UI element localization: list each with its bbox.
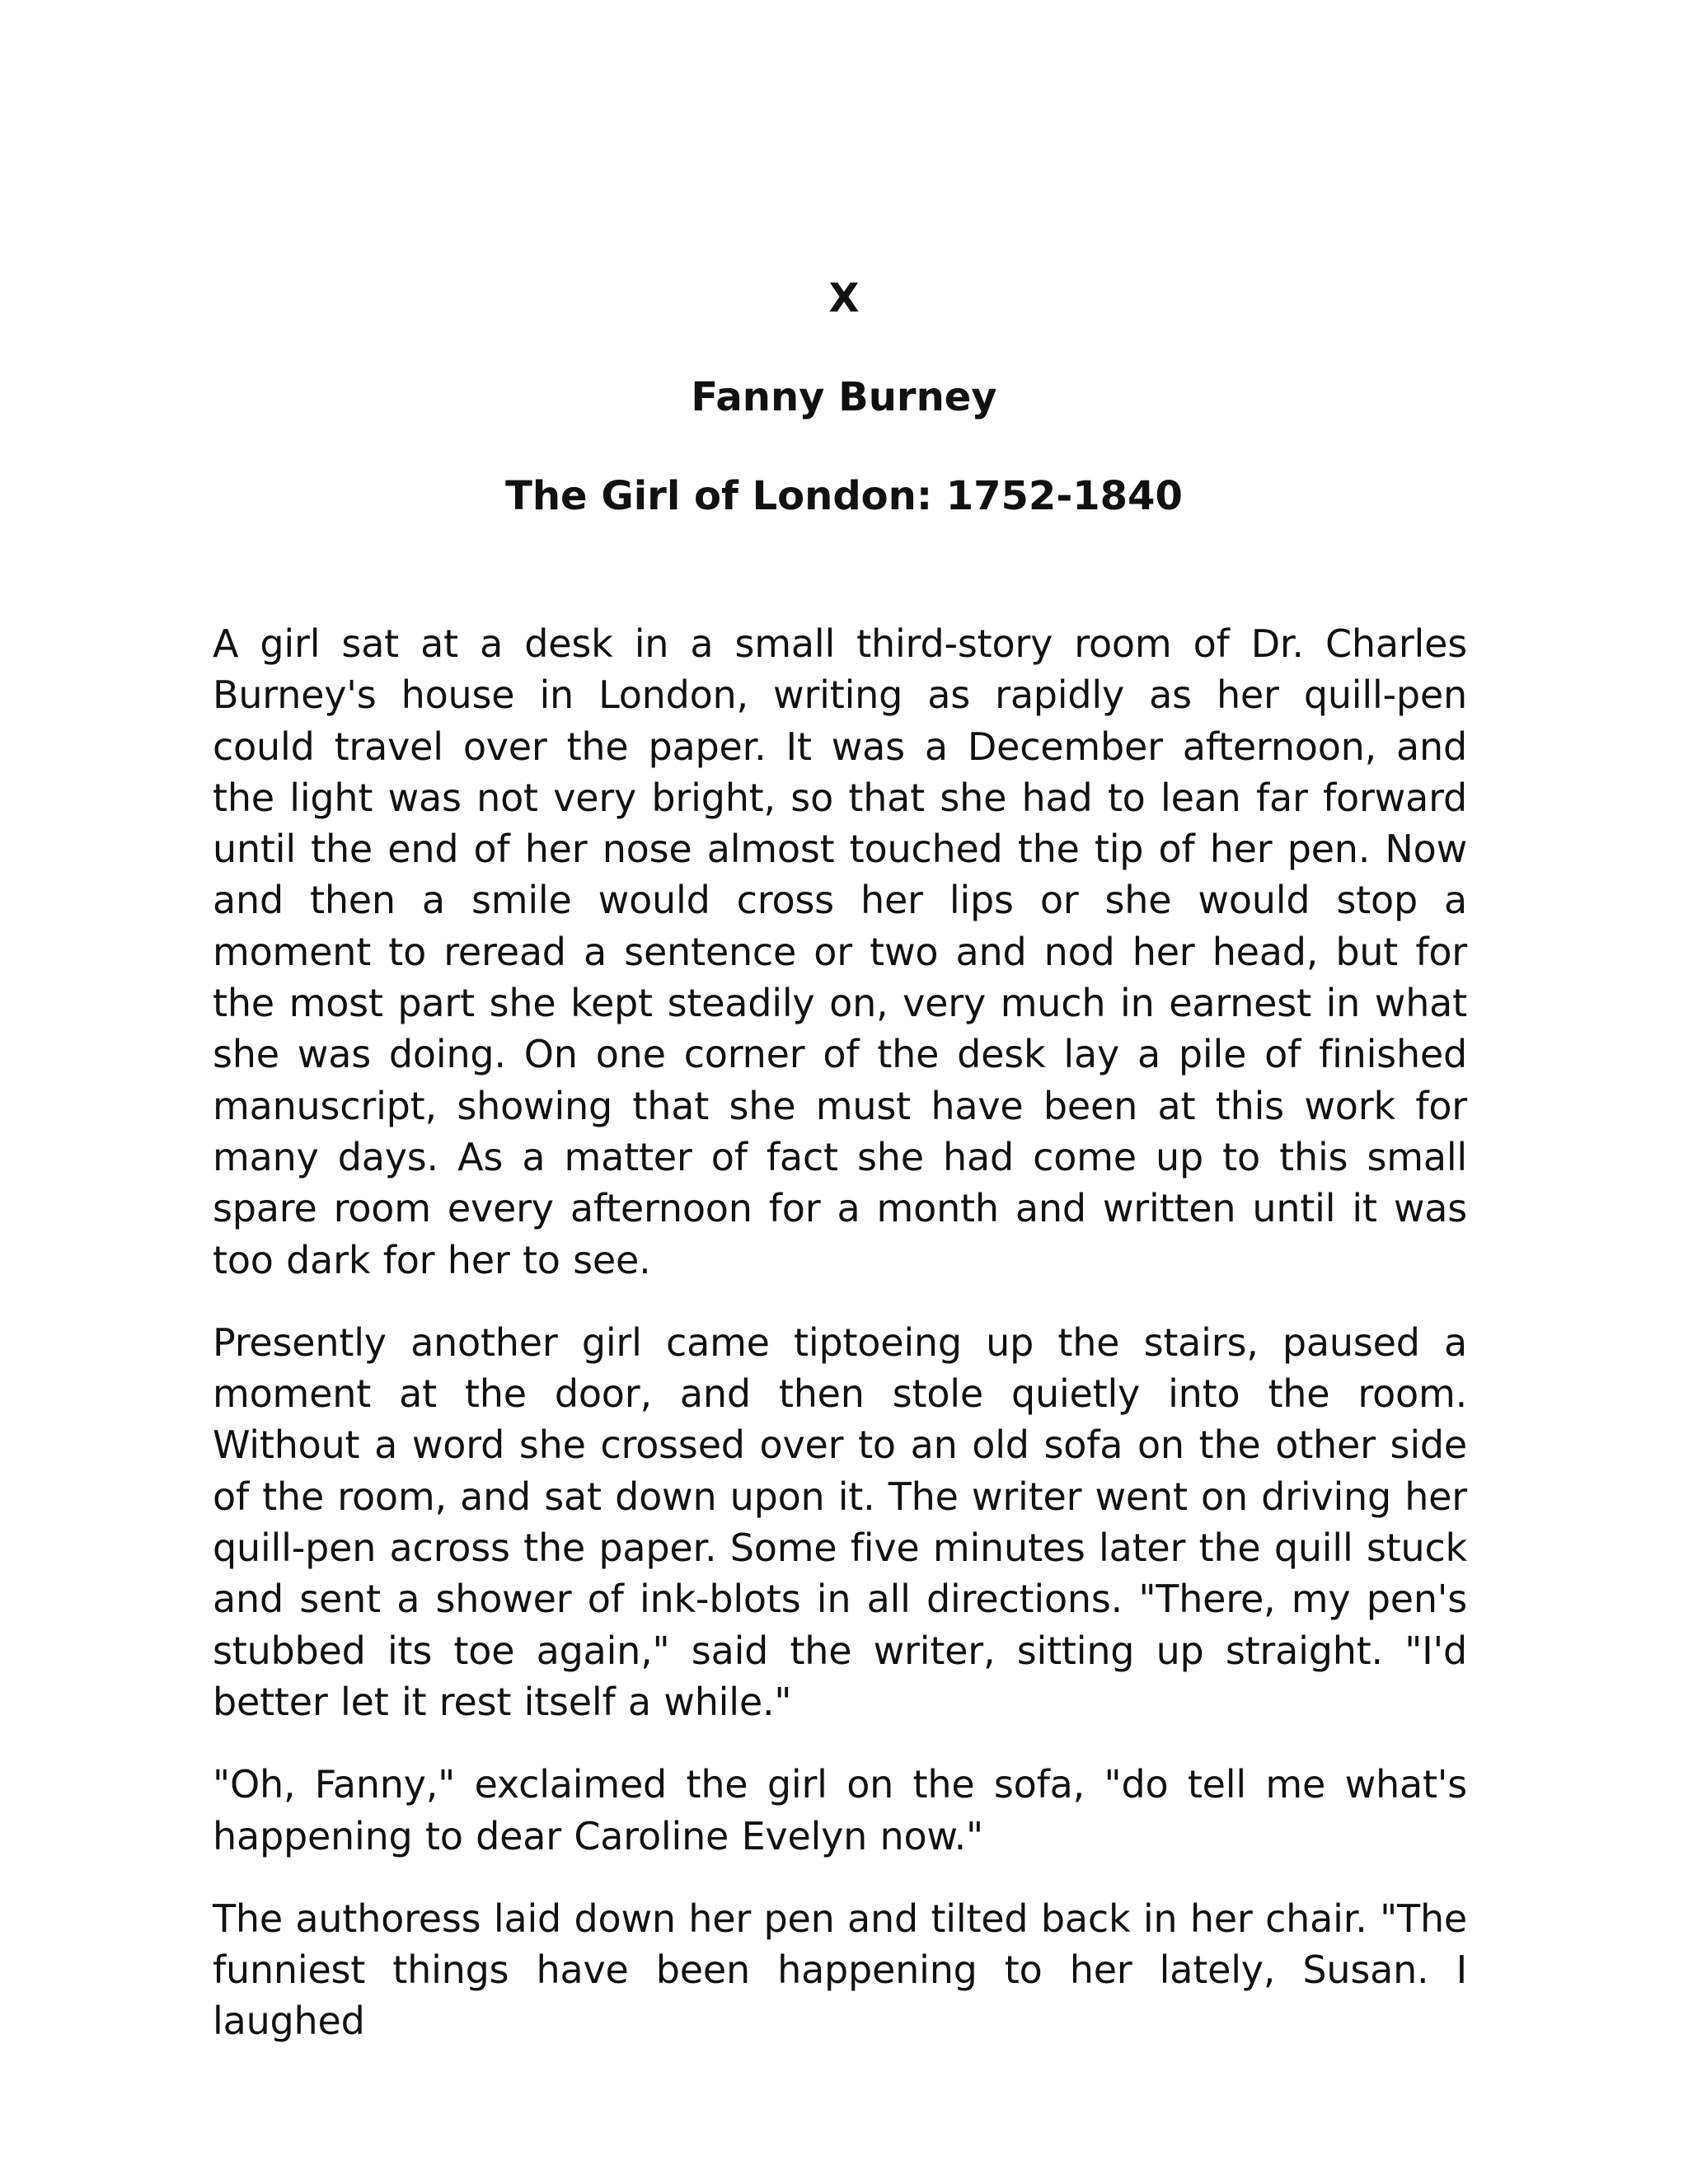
chapter-subtitle: The Girl of London: 1752-1840 xyxy=(505,473,1183,519)
body-text xyxy=(213,618,1467,2079)
paragraph: The authoress laid down her pen and tilted back in her chair. "The funniest things have been happening to her lately, Susan. I laughed xyxy=(213,1896,1467,2044)
chapter-title: Fanny Burney xyxy=(691,374,997,420)
paragraph: A girl sat at a desk in a small third-story room of Dr. Charles Burney's house in London, writing as rapidly as her quill-pen could travel over the paper. It was a December afternoon, and the light was not very bright, so that she had to lean far forward until the end of her nose almost touched the tip of her pen. Now and then a smile would cross her lips or she would stop a moment to reread a sentence or two and nod her head, but for the most part she kept steadily on, very much in earnest in what she was doing. On one corner of the desk lay a pile of finished manuscript, showing that she must have been at this work for many days. As a matter of fact she had come up to this small spare room every afternoon for a month and written until it was too dark for her to see. xyxy=(213,621,1467,1282)
paragraph: Presently another girl came tiptoeing up the stairs, paused a moment at the door, and then stole quietly into the room. Without a word she crossed over to an old sofa on the other side of the room, and sat down upon it. The writer went on driving her quill-pen across the paper. Some five minutes later the quill stuck and sent a shower of ink-blots in all directions. "There, my pen's stubbed its toe again," said the writer, sitting up straight. "I'd better let it rest itself a while." xyxy=(213,1319,1467,1724)
paragraph: "Oh, Fanny," exclaimed the girl on the sofa, "do tell me what's happening to dear Caroline Evelyn now." xyxy=(213,1762,1467,1858)
chapter-number: X xyxy=(828,275,860,321)
